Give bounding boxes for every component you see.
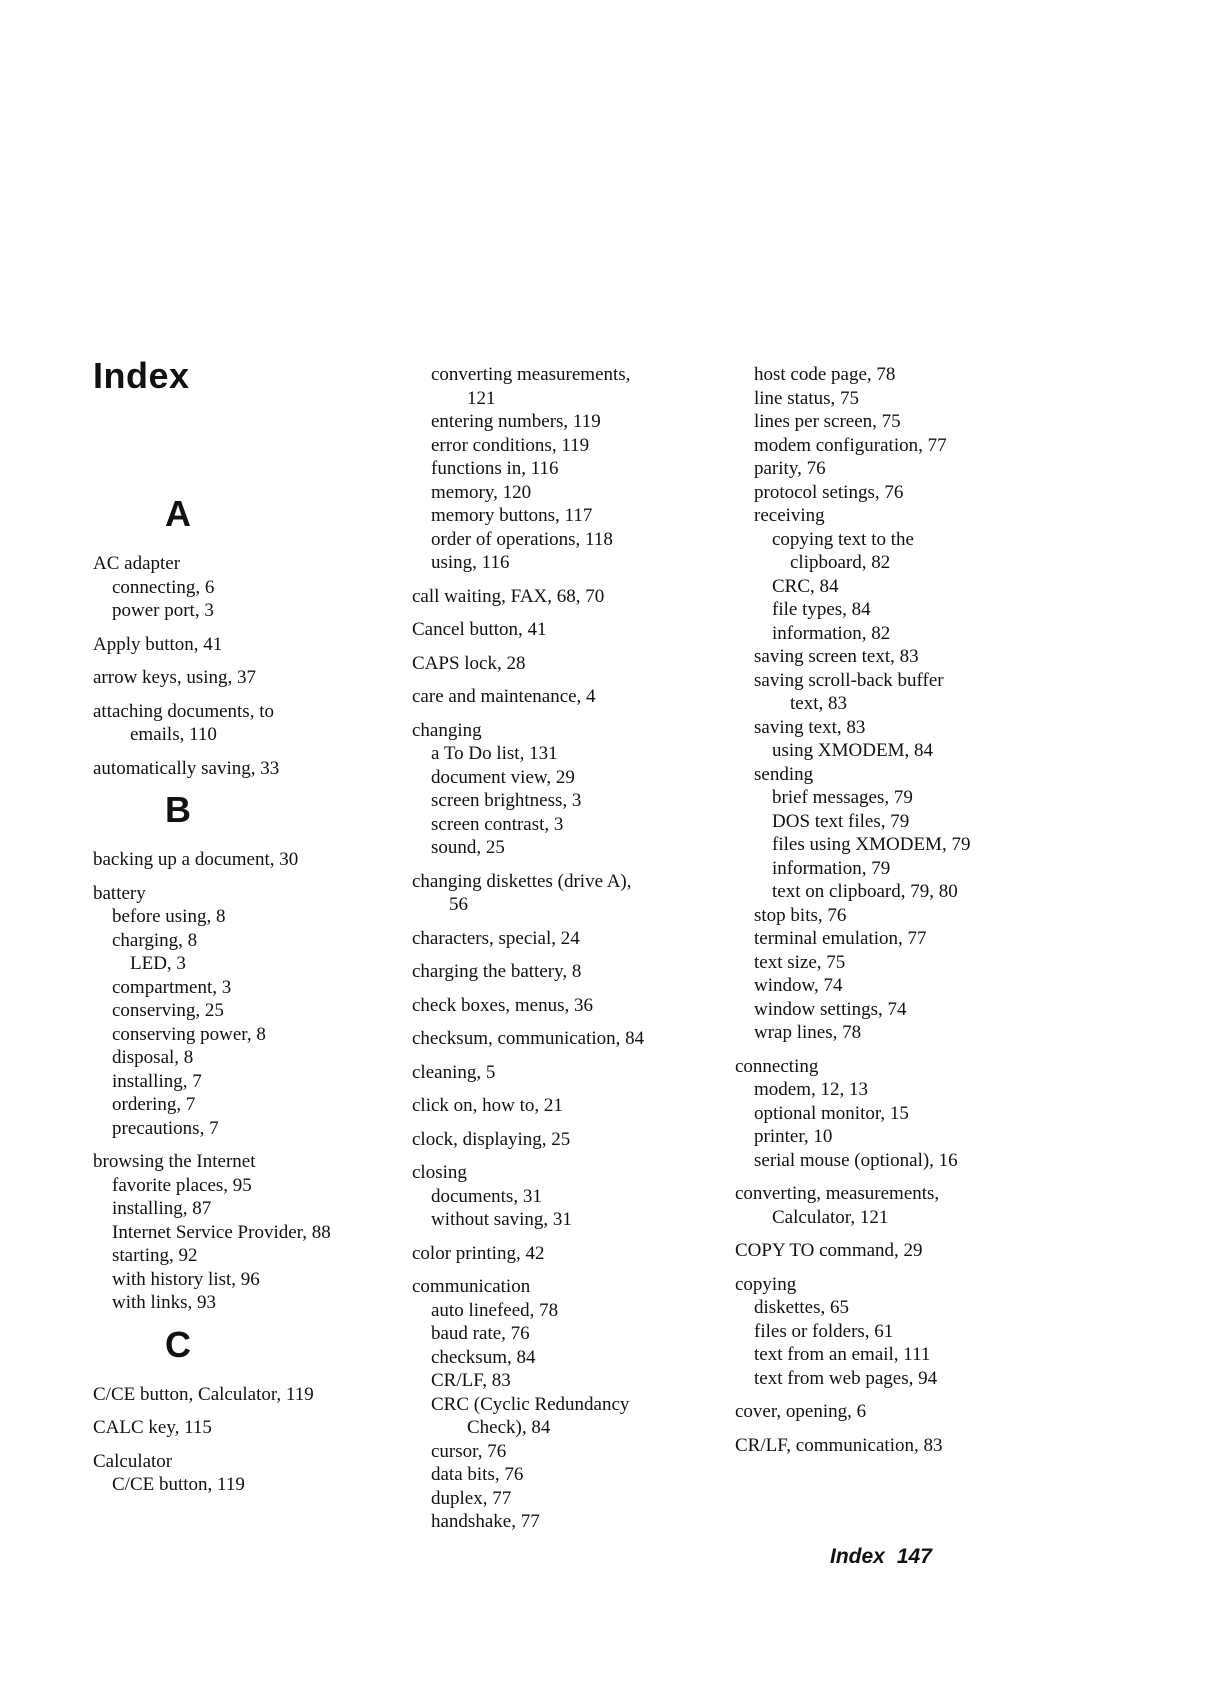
index-entry xyxy=(412,363,732,575)
index-subterm: brief messages, 79 xyxy=(772,787,913,808)
index-entry xyxy=(412,1027,732,1051)
index-subterm: saving scroll-back buffer xyxy=(754,669,944,691)
index-subterm: 56 xyxy=(449,894,468,915)
index-subterm: file types, 84 xyxy=(772,599,871,620)
index-entry xyxy=(412,652,732,676)
index-term: automatically saving, 33 xyxy=(93,757,280,779)
index-subterm: lines per screen, 75 xyxy=(754,411,901,432)
index-entry xyxy=(735,1434,1055,1458)
index-entry xyxy=(412,1094,732,1118)
index-subterm: diskettes, 65 xyxy=(754,1297,849,1318)
index-subterm: power port, 3 xyxy=(112,600,214,621)
index-subterm: favorite places, 95 xyxy=(112,1174,252,1196)
index-subterm: 121 xyxy=(467,387,496,409)
index-entry xyxy=(412,1061,732,1085)
index-entry xyxy=(93,700,413,747)
index-term: backing up a document, 30 xyxy=(93,849,299,870)
index-term: characters, special, 24 xyxy=(412,927,580,949)
index-subterm: checksum, 84 xyxy=(431,1346,536,1368)
index-subterm: modem, 12, 13 xyxy=(754,1079,868,1100)
index-subterm: entering numbers, 119 xyxy=(431,411,601,432)
index-subterm: information, 79 xyxy=(772,857,891,879)
index-subterm: emails, 110 xyxy=(130,724,217,745)
index-subterm: serial mouse (optional), 16 xyxy=(754,1149,958,1171)
index-subterm: using, 116 xyxy=(431,552,510,573)
index-subterm: saving text, 83 xyxy=(754,716,866,738)
index-subterm: using XMODEM, 84 xyxy=(772,740,933,761)
index-entry xyxy=(93,1150,413,1315)
index-subterm: memory, 120 xyxy=(431,481,532,503)
index-subterm: without saving, 31 xyxy=(431,1209,572,1230)
index-subterm: Calculator, 121 xyxy=(772,1206,889,1228)
index-subterm: handshake, 77 xyxy=(431,1511,540,1532)
index-entry xyxy=(412,585,732,609)
index-subterm: receiving xyxy=(754,505,825,526)
index-subterm: error conditions, 119 xyxy=(431,434,590,456)
index-term: changing xyxy=(412,719,482,741)
index-term: C/CE button, Calculator, 119 xyxy=(93,1383,314,1405)
index-term: check boxes, menus, 36 xyxy=(412,994,593,1016)
index-entry xyxy=(412,870,732,917)
index-term: charging the battery, 8 xyxy=(412,961,582,982)
index-subterm: data bits, 76 xyxy=(431,1464,524,1485)
index-entry xyxy=(93,848,413,872)
page-number: 147 xyxy=(896,1545,932,1568)
index-subterm: line status, 75 xyxy=(754,387,860,409)
index-subterm: text size, 75 xyxy=(754,951,846,973)
index-entry xyxy=(93,666,413,690)
footer-label: Index xyxy=(830,1545,885,1568)
index-subterm: files using XMODEM, 79 xyxy=(772,834,971,855)
index-subterm: baud rate, 76 xyxy=(431,1323,530,1344)
index-subterm: printer, 10 xyxy=(754,1126,833,1147)
index-entry xyxy=(735,1239,1055,1263)
index-term: CAPS lock, 28 xyxy=(412,652,526,674)
index-subterm: LED, 3 xyxy=(130,953,186,974)
index-entry xyxy=(412,960,732,984)
index-term: COPY TO command, 29 xyxy=(735,1240,923,1261)
section-letter: A xyxy=(165,493,191,534)
index-entry xyxy=(412,719,732,860)
index-column-2 xyxy=(412,363,732,1544)
index-term: connecting xyxy=(735,1055,819,1077)
page-footer xyxy=(830,1545,944,1569)
index-term: call waiting, FAX, 68, 70 xyxy=(412,585,605,607)
index-subterm: information, 82 xyxy=(772,622,891,644)
page-title: Index xyxy=(93,355,190,396)
index-term: click on, how to, 21 xyxy=(412,1095,563,1116)
index-term: color printing, 42 xyxy=(412,1242,545,1264)
index-entry xyxy=(412,1161,732,1232)
index-subterm: functions in, 116 xyxy=(431,458,559,479)
section-letter: C xyxy=(165,1323,191,1365)
index-subterm: conserving, 25 xyxy=(112,1000,224,1021)
index-subterm: screen brightness, 3 xyxy=(431,790,582,811)
index-subterm: ordering, 7 xyxy=(112,1094,196,1115)
index-subterm: text from an email, 111 xyxy=(754,1344,931,1365)
index-entry xyxy=(412,1128,732,1152)
index-subterm: text on clipboard, 79, 80 xyxy=(772,881,958,902)
index-subterm: stop bits, 76 xyxy=(754,904,847,926)
index-entry xyxy=(412,1275,732,1534)
index-subterm: compartment, 3 xyxy=(112,976,232,998)
index-subterm: parity, 76 xyxy=(754,458,826,479)
index-term: converting, measurements, xyxy=(735,1183,940,1204)
index-subterm: before using, 8 xyxy=(112,906,226,927)
index-subterm: CRC (Cyclic Redundancy xyxy=(431,1393,630,1415)
index-subterm: connecting, 6 xyxy=(112,576,215,598)
index-subterm: with history list, 96 xyxy=(112,1268,260,1290)
index-entry xyxy=(93,882,413,1141)
index-subterm: converting measurements, xyxy=(431,364,631,385)
index-subterm: DOS text files, 79 xyxy=(772,810,910,832)
index-column-1 xyxy=(93,486,413,1507)
index-term: communication xyxy=(412,1276,531,1297)
index-subterm: wrap lines, 78 xyxy=(754,1022,862,1043)
index-subterm: auto linefeed, 78 xyxy=(431,1299,559,1321)
index-subterm: modem configuration, 77 xyxy=(754,434,947,456)
index-subterm: documents, 31 xyxy=(431,1185,542,1207)
index-term: AC adapter xyxy=(93,553,181,574)
index-entry xyxy=(412,1242,732,1266)
index-term: arrow keys, using, 37 xyxy=(93,667,257,688)
index-entry xyxy=(412,927,732,951)
index-entry xyxy=(735,1182,1055,1229)
index-entry xyxy=(93,633,413,657)
index-subterm: cursor, 76 xyxy=(431,1440,507,1462)
index-subterm: host code page, 78 xyxy=(754,364,896,385)
index-entry xyxy=(412,685,732,709)
index-term: cover, opening, 6 xyxy=(735,1401,867,1422)
index-term: checksum, communication, 84 xyxy=(412,1028,645,1049)
index-subterm: with links, 93 xyxy=(112,1292,216,1313)
index-term: clock, displaying, 25 xyxy=(412,1128,571,1150)
index-subterm: Check), 84 xyxy=(467,1417,551,1438)
index-subterm: document view, 29 xyxy=(431,766,575,788)
index-subterm: Internet Service Provider, 88 xyxy=(112,1221,331,1243)
index-subterm: text, 83 xyxy=(790,693,847,714)
index-term: changing diskettes (drive A), xyxy=(412,870,632,892)
index-term: CALC key, 115 xyxy=(93,1417,212,1438)
index-subterm: precautions, 7 xyxy=(112,1117,219,1139)
index-entry xyxy=(735,363,1055,1045)
index-subterm: terminal emulation, 77 xyxy=(754,928,927,949)
index-term: Calculator xyxy=(93,1450,173,1472)
index-subterm: window, 74 xyxy=(754,975,843,996)
index-term: cleaning, 5 xyxy=(412,1061,496,1083)
index-subterm: conserving power, 8 xyxy=(112,1023,266,1045)
index-column-3 xyxy=(735,363,1055,1467)
index-subterm: copying text to the xyxy=(772,528,914,550)
index-term: closing xyxy=(412,1162,467,1183)
index-entry xyxy=(735,1055,1055,1173)
index-subterm: screen contrast, 3 xyxy=(431,813,564,835)
index-term: browsing the Internet xyxy=(93,1151,256,1172)
index-entry xyxy=(412,994,732,1018)
index-entry xyxy=(93,757,413,781)
index-subterm: order of operations, 118 xyxy=(431,528,613,550)
index-term: copying xyxy=(735,1273,797,1295)
index-subterm: CR/LF, 83 xyxy=(431,1370,511,1391)
index-subterm: installing, 7 xyxy=(112,1070,202,1092)
index-subterm: CRC, 84 xyxy=(772,575,839,597)
index-subterm: optional monitor, 15 xyxy=(754,1102,909,1124)
index-subterm: clipboard, 82 xyxy=(790,552,891,573)
index-term: Apply button, 41 xyxy=(93,633,223,655)
index-entry xyxy=(93,1416,413,1440)
section-letter: B xyxy=(165,789,191,830)
index-subterm: C/CE button, 119 xyxy=(112,1474,245,1495)
index-entry xyxy=(735,1273,1055,1391)
index-term: Cancel button, 41 xyxy=(412,619,547,640)
index-subterm: window settings, 74 xyxy=(754,998,907,1020)
index-entry xyxy=(412,618,732,642)
index-entry xyxy=(735,1400,1055,1424)
index-subterm: a To Do list, 131 xyxy=(431,743,558,764)
index-subterm: duplex, 77 xyxy=(431,1487,512,1509)
index-entry xyxy=(93,552,413,623)
index-term: battery xyxy=(93,882,146,904)
index-subterm: memory buttons, 117 xyxy=(431,505,593,526)
index-subterm: installing, 87 xyxy=(112,1198,212,1219)
index-subterm: sound, 25 xyxy=(431,837,505,858)
index-entry xyxy=(93,1450,413,1497)
index-subterm: files or folders, 61 xyxy=(754,1320,894,1342)
index-term: CR/LF, communication, 83 xyxy=(735,1434,943,1456)
index-subterm: text from web pages, 94 xyxy=(754,1367,938,1389)
index-subterm: starting, 92 xyxy=(112,1245,198,1266)
index-term: care and maintenance, 4 xyxy=(412,686,596,707)
index-subterm: disposal, 8 xyxy=(112,1047,194,1068)
index-subterm: charging, 8 xyxy=(112,929,198,951)
index-subterm: saving screen text, 83 xyxy=(754,646,919,667)
index-entry xyxy=(93,1383,413,1407)
index-term: attaching documents, to xyxy=(93,700,274,722)
index-subterm: protocol setings, 76 xyxy=(754,481,904,503)
index-subterm: sending xyxy=(754,763,814,785)
